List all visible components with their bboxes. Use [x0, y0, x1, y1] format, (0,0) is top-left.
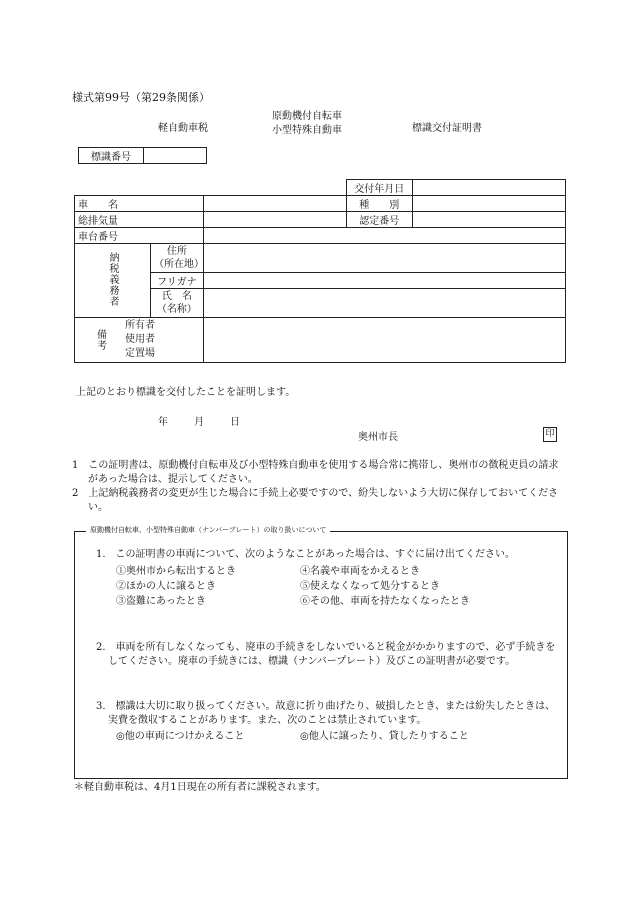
remarks-label: 備考: [94, 329, 106, 351]
case-theft: ③盗難にあったとき: [116, 596, 206, 607]
vehicle-name-label: 車 名: [75, 196, 204, 212]
footnote: ＊軽自動車税は、4月1日現在の所有者に課税されます。: [74, 782, 326, 793]
date-day: 日: [230, 417, 240, 428]
box-item-3-text: 3. 標識は大切に取り扱ってください。故意に折り曲げたり、破損したとき、または紛失したときは、実費を徴収することがあります。また、次のことは禁止されています。: [96, 701, 556, 726]
vehicle-type-special: 小型特殊自動車: [272, 125, 342, 136]
remarks-storage: 定置場: [125, 348, 155, 359]
prohibited-swap: ◎他の車両につけかえること: [116, 731, 245, 742]
remarks-list: [125, 318, 155, 362]
date-month: 月: [194, 417, 204, 428]
prohibited-lend: ◎他人に譲ったり、貸したりすること: [300, 731, 469, 742]
note-2: 2 上記納税義務者の変更が生じた場合に手続上必要ですので、紛失しないよう大切に保存しておいてください。: [72, 488, 559, 513]
plate-number-box: [78, 147, 207, 164]
case-transfer: ②ほかの人に譲るとき: [116, 581, 216, 592]
box-item-1-right: [300, 564, 470, 609]
certify-text: 上記のとおり標識を交付したことを証明します。: [76, 387, 296, 398]
remarks-cell: [75, 318, 204, 363]
name-label: 氏 名 （名称）: [151, 289, 204, 318]
mayor-title: 奥州市長: [358, 432, 398, 443]
box-item-3: [96, 700, 558, 744]
vehicle-type-moped: 原動機付自転車: [272, 111, 342, 122]
furigana-label: フリガナ: [151, 273, 204, 289]
address-value[interactable]: [203, 244, 565, 273]
tax-name: 軽自動車税: [158, 123, 208, 134]
address-label: 住所 （所在地）: [151, 244, 204, 273]
seal-mark: 印: [543, 427, 557, 442]
chassis-no-value[interactable]: [203, 228, 565, 244]
vehicle-name-value[interactable]: [203, 196, 346, 212]
displacement-value[interactable]: [203, 212, 346, 228]
name-value[interactable]: [203, 289, 565, 318]
furigana-value[interactable]: [203, 273, 565, 289]
notes: [72, 459, 568, 515]
box-item-2: 2. 車両を所有しなくなっても、廃車の手続きをしないでいると税金がかかりますので、必ず手続きをしてください。廃車の手続きには、標識（ナンバープレート）及びこの証明書が必要です。: [96, 642, 556, 667]
case-move-out: ①奥州市から転出するとき: [116, 566, 236, 577]
cert-no-value[interactable]: [412, 212, 565, 228]
remarks-value[interactable]: [203, 318, 565, 363]
displacement-label: 総排気量: [75, 212, 204, 228]
vehicle-info-table: [74, 179, 566, 363]
plate-number-value[interactable]: [144, 148, 207, 164]
type-label: 種 別: [346, 196, 412, 212]
handling-box-title: 原動機付自転車、小型特殊自動車（ナンバープレート）の取り扱いについて: [86, 525, 330, 535]
date-year: 年: [158, 417, 168, 428]
type-value[interactable]: [412, 196, 565, 212]
form-number: 様式第99号（第29条関係）: [72, 91, 210, 104]
case-other: ⑥その他、車両を持たなくなったとき: [300, 596, 470, 607]
box-item-1-left: [116, 564, 300, 609]
case-disposal: ⑤使えなくなって処分するとき: [300, 581, 440, 592]
box-item-1-text: 1. この証明書の車両について、次のようなことがあった場合は、すぐに届け出てください。: [96, 549, 516, 560]
issue-date-value[interactable]: [412, 180, 565, 196]
vehicle-types: [272, 110, 342, 138]
note-1: 1 この証明書は、原動機付自転車及び小型特殊自動車を使用する場合常に携帯し、奥州市の徴税吏員の請求があった場合は、提示してください。: [72, 460, 559, 485]
plate-number-label: 標識番号: [79, 148, 144, 164]
issue-date-label: 交付年月日: [346, 180, 412, 196]
case-name-change: ④名義や車両をかえるとき: [300, 566, 420, 577]
chassis-no-label: 車台番号: [75, 228, 204, 244]
remarks-owner: 所有者: [125, 320, 155, 331]
doc-title: 標識交付証明書: [412, 123, 482, 134]
remarks-user: 使用者: [125, 334, 155, 345]
cert-no-label: 認定番号: [346, 212, 412, 228]
box-item-1: [96, 548, 558, 609]
taxpayer-label: 納税義務者: [75, 244, 151, 318]
